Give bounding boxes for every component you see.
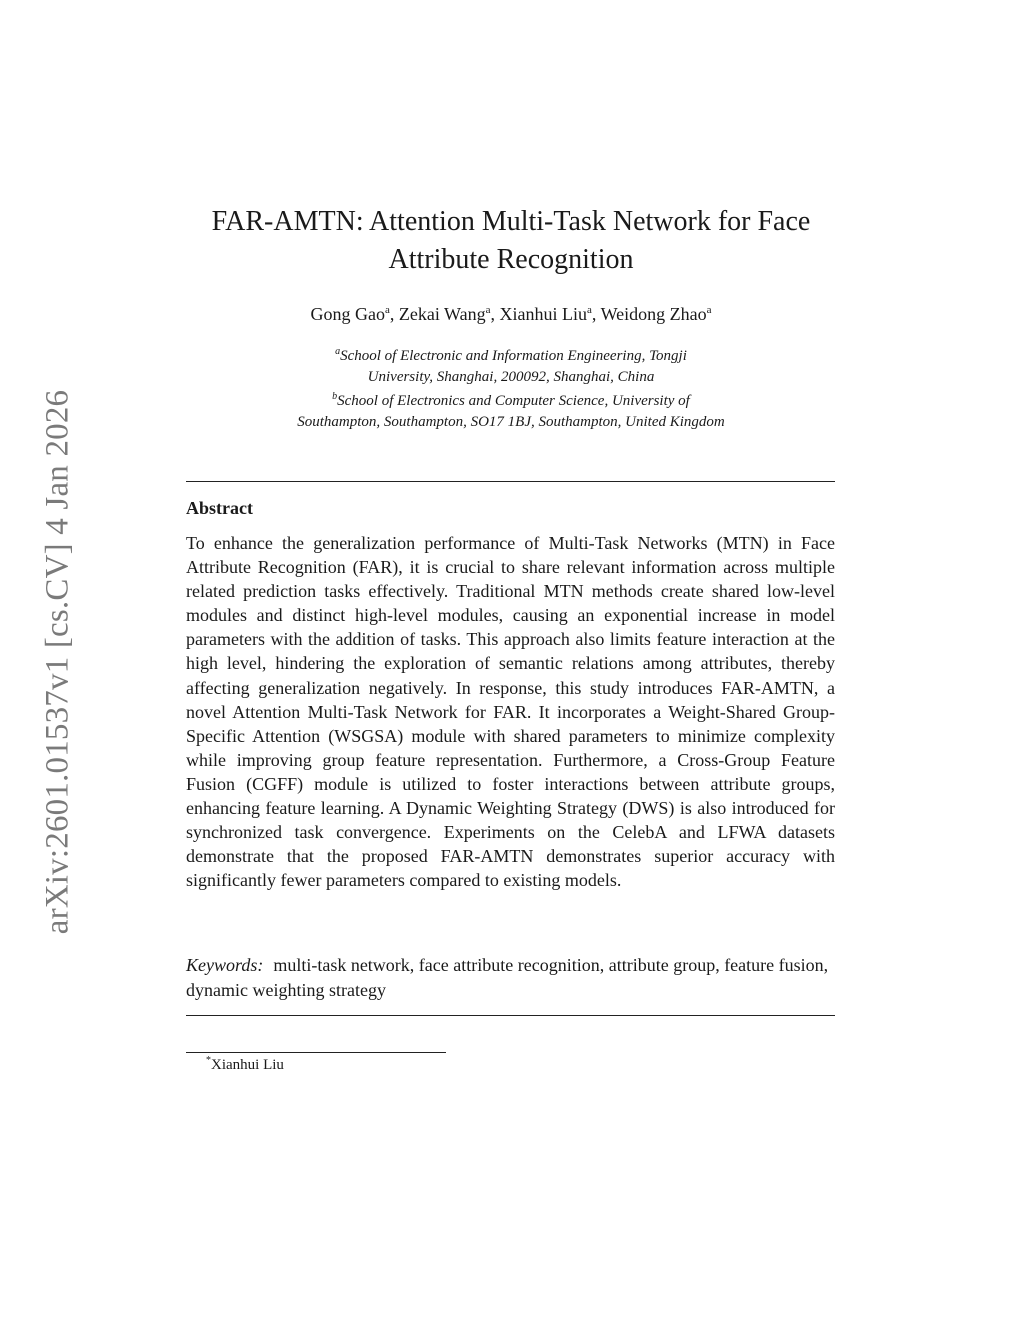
affiliations <box>220 342 802 432</box>
arxiv-identifier: arXiv:2601.01537v1 [cs.CV] 4 Jan 2026 <box>39 389 76 935</box>
author-list: Gong Gao$^a$, Zekai Wang$^a$, Xianhui Liu$^a$, Weidong Zhao$^a$ <box>310 304 712 324</box>
footnote-mark: * <box>206 1055 211 1066</box>
abstract-top-rule <box>186 481 835 482</box>
keywords-label: Keywords: <box>186 955 264 975</box>
author-affil-mark: a <box>586 304 592 316</box>
affiliation-b <box>220 387 802 432</box>
footnote-rule <box>186 1052 446 1053</box>
affiliation-line: School of Electronics and Computer Science, University of <box>337 393 690 409</box>
title-line-2: Attribute Recognition <box>388 244 634 275</box>
author-affil-mark: a <box>485 304 491 316</box>
author-name: Xianhui Liu <box>499 304 587 324</box>
affiliation-line: Southampton, Southampton, SO17 1BJ, Southampton, United Kingdom <box>297 413 725 430</box>
footnote-text: Xianhui Liu <box>211 1057 284 1073</box>
affiliation-mark: a <box>335 346 341 357</box>
keywords <box>186 953 835 1002</box>
abstract-heading: Abstract <box>186 498 253 518</box>
affiliation-mark: b <box>332 391 338 402</box>
affiliation-line: University, Shanghai, 200092, Shanghai, China <box>367 368 655 385</box>
abstract-bottom-rule <box>186 1015 835 1016</box>
affiliation-line: School of Electronic and Information Engineering, Tongji <box>340 348 687 364</box>
author-name: Weidong Zhao <box>600 304 707 324</box>
paper-title <box>150 203 872 279</box>
title-line-1: FAR-AMTN: Attention Multi-Task Network for Face <box>211 206 811 237</box>
affiliation-a <box>220 342 802 387</box>
author-affil-mark: a <box>706 304 712 316</box>
author-name: Zekai Wang <box>398 304 486 324</box>
footnote <box>206 1055 284 1074</box>
abstract-text: To enhance the generalization performance of Multi-Task Networks (MTN) in Face Attribute Recognition (FAR), it is crucial to share relevant information across multiple related prediction tasks effectively. Traditional MTN methods create shared low-level modules and distinct high-level modules, causing an exponential increase in model parameters with the addition of tasks. This approach also limits feature interaction at the high level, hindering the exploration of semantic relations among attributes, thereby affecting generalization negatively. In response, this study introduces FAR-AMTN, a novel Attention Multi-Task Network for FAR. It incorporates a Weight-Shared Group-Specific Attention (WSGSA) module with shared parameters to minimize complexity while improving group feature representation. Furthermore, a Cross-Group Feature Fusion (CGFF) module is utilized to foster interactions between attribute groups, enhancing feature learning. A Dynamic Weighting Strategy (DWS) is also introduced for synchronized task convergence. Experiments on the CelebA and LFWA datasets demonstrate that the proposed FAR-AMTN demonstrates superior accuracy with significantly fewer parameters compared to existing models. <box>186 533 835 891</box>
author-name: Gong Gao <box>310 304 386 324</box>
author-affil-mark: a <box>385 304 390 316</box>
keywords-text: multi-task network, face attribute recognition, attribute group, feature fusion, dynamic weighting strategy <box>186 955 829 1000</box>
